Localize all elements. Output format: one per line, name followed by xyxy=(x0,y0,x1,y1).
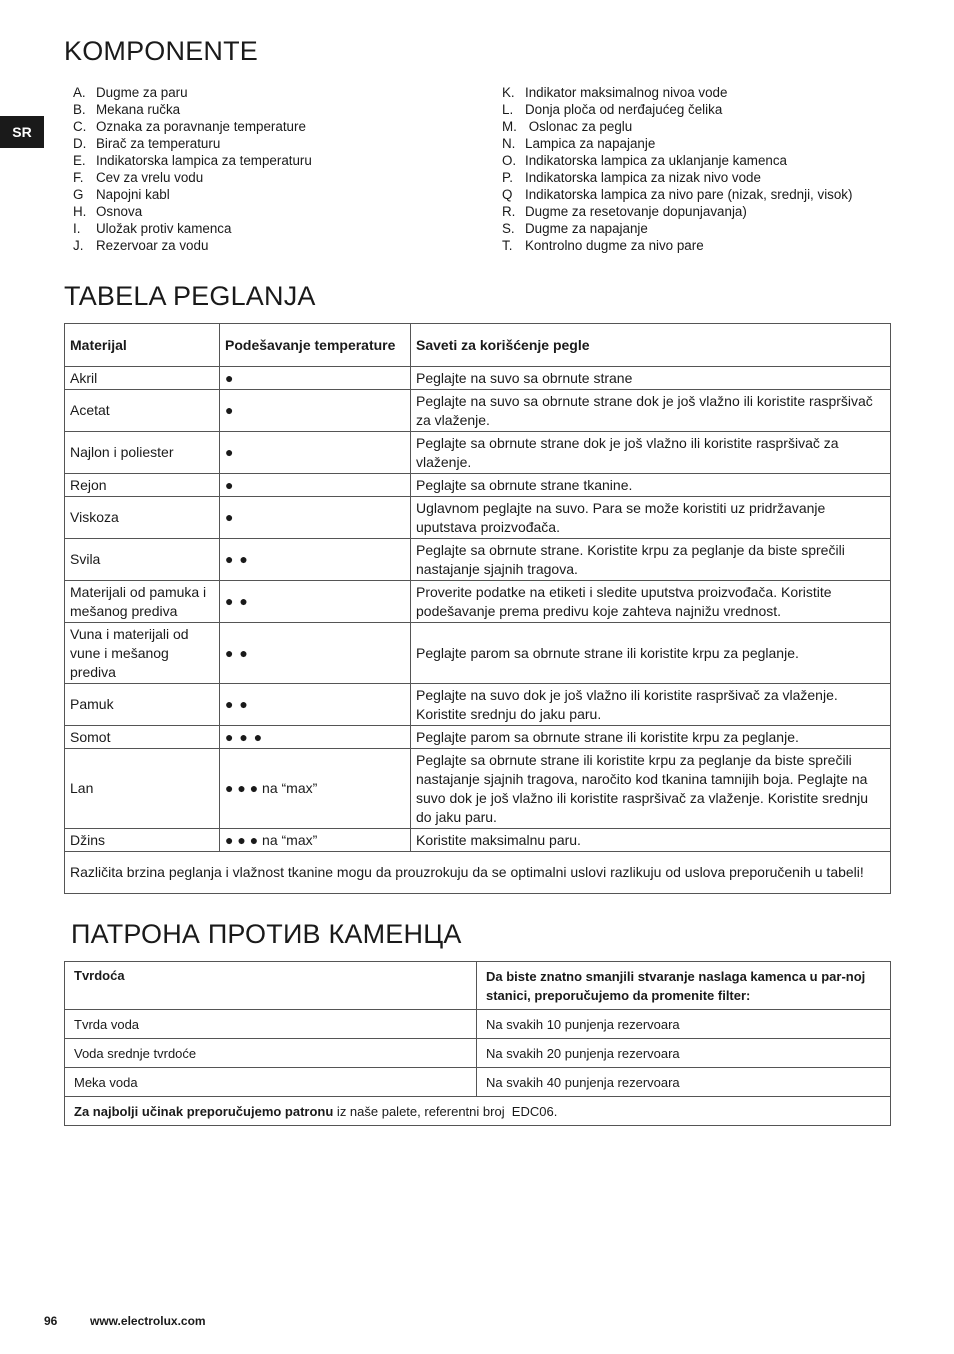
component-item: A. Dugme za paru xyxy=(73,85,188,100)
tip-cell: Koristite maksimalnu paru. xyxy=(411,829,891,852)
tip-cell: Peglajte sa obrnute strane tkanine. xyxy=(411,474,891,497)
website-link: www.electrolux.com xyxy=(90,1314,206,1328)
component-item: Q Indikatorska lampica za nivo pare (nizak, srednji, visok) xyxy=(502,187,853,202)
table-note xyxy=(65,1097,891,1126)
component-item: T. Kontrolno dugme za nivo pare xyxy=(502,238,704,253)
material-cell: Džins xyxy=(65,829,220,852)
header-material: Materijal xyxy=(65,324,220,367)
tip-cell: Peglajte parom sa obrnute strane ili koristite krpu za peglanje. xyxy=(411,623,891,684)
temperature-cell: ● xyxy=(220,432,411,474)
header-interval: Da biste znatno smanjili stvaranje naslaga kamenca u par-noj stanici, preporučujemo da promenite filter: xyxy=(477,962,891,1010)
tip-cell: Peglajte na suvo sa obrnute strane dok je još vlažno ili koristite raspršivač za vlaženje. xyxy=(411,390,891,432)
header-hardness: Tvrdoća xyxy=(65,962,477,1010)
table-row xyxy=(65,684,891,726)
scale-cartridge-title: ПАТРОНА ПРОТИВ КАМЕНЦА xyxy=(71,919,462,949)
temperature-cell: ● xyxy=(220,390,411,432)
component-item: G Napojni kabl xyxy=(73,187,170,202)
component-item: E. Indikatorska lampica za temperaturu xyxy=(73,153,312,168)
temperature-cell: ● xyxy=(220,367,411,390)
tip-cell: Peglajte sa obrnute strane. Koristite krpu za peglanje da biste sprečili nastajanje sjajnih tragova. xyxy=(411,539,891,581)
material-cell: Najlon i poliester xyxy=(65,432,220,474)
tip-cell: Uglavnom peglajte na suvo. Para se može koristiti uz pridržavanje uputstava proizvođača. xyxy=(411,497,891,539)
material-cell: Materijali od pamuka i mešanog prediva xyxy=(65,581,220,623)
tip-cell: Proverite podatke na etiketi i sledite uputstva proizvođača. Koristite podešavanje prema predivu koje zahteva najnižu vrednost. xyxy=(411,581,891,623)
table-header-row xyxy=(65,962,891,1010)
material-cell: Vuna i materijali od vune i mešanog prediva xyxy=(65,623,220,684)
component-item: C. Oznaka za poravnanje temperature xyxy=(73,119,306,134)
material-cell: Lan xyxy=(65,749,220,829)
material-cell: Akril xyxy=(65,367,220,390)
material-cell: Somot xyxy=(65,726,220,749)
table-row xyxy=(65,539,891,581)
temperature-cell: ● ● xyxy=(220,539,411,581)
table-note: Različita brzina peglanja i vlažnost tkanine mogu da prouzrokuju da se optimalni uslovi razlikuju od uslova preporučenih u tabeli! xyxy=(65,852,891,894)
table-row xyxy=(65,497,891,539)
material-cell: Pamuk xyxy=(65,684,220,726)
tip-cell: Peglajte parom sa obrnute strane ili koristite krpu za peglanje. xyxy=(411,726,891,749)
table-row xyxy=(65,432,891,474)
component-item: S. Dugme za napajanje xyxy=(502,221,648,236)
component-item: M. Oslonac za peglu xyxy=(502,119,633,134)
header-temperature: Podešavanje temperature xyxy=(220,324,411,367)
header-tips: Saveti za korišćenje pegle xyxy=(411,324,891,367)
ironing-table-title: TABELA PEGLANJA xyxy=(64,281,316,311)
hardness-cell: Voda srednje tvrdoće xyxy=(65,1039,477,1068)
interval-cell: Na svakih 40 punjenja rezervoara xyxy=(477,1068,891,1097)
interval-cell: Na svakih 10 punjenja rezervoara xyxy=(477,1010,891,1039)
hardness-cell: Tvrda voda xyxy=(65,1010,477,1039)
table-row xyxy=(65,390,891,432)
component-item: D. Birač za temperaturu xyxy=(73,136,221,151)
temperature-cell: ● ● xyxy=(220,623,411,684)
temperature-cell: ● ● ● xyxy=(220,726,411,749)
component-item: N. Lampica za napajanje xyxy=(502,136,656,151)
component-item: K. Indikator maksimalnog nivoa vode xyxy=(502,85,728,100)
table-row xyxy=(65,581,891,623)
components-list-left xyxy=(73,84,312,254)
material-cell: Acetat xyxy=(65,390,220,432)
tip-cell: Peglajte na suvo sa obrnute strane xyxy=(411,367,891,390)
table-row xyxy=(65,623,891,684)
note-bold: Za najbolji učinak preporučujemo patronu xyxy=(74,1103,334,1119)
component-item: L. Donja ploča od nerđajućeg čelika xyxy=(502,102,723,117)
material-cell: Viskoza xyxy=(65,497,220,539)
components-title: KOMPONENTE xyxy=(64,36,259,66)
table-note-row xyxy=(65,852,891,894)
component-item: R. Dugme za resetovanje dopunjavanja) xyxy=(502,204,747,219)
temperature-cell: ● ● ● na “max” xyxy=(220,829,411,852)
note-rest: iz naše palete, referentni broj EDC06. xyxy=(333,1103,558,1119)
table-row xyxy=(65,829,891,852)
component-item: F. Cev za vrelu vodu xyxy=(73,170,204,185)
table-header-row xyxy=(65,324,891,367)
material-cell: Svila xyxy=(65,539,220,581)
temperature-cell: ● ● xyxy=(220,581,411,623)
material-cell: Rejon xyxy=(65,474,220,497)
table-row xyxy=(65,1039,891,1068)
table-row xyxy=(65,367,891,390)
table-row xyxy=(65,726,891,749)
ironing-table xyxy=(64,323,891,894)
table-note-row xyxy=(65,1097,891,1126)
component-item: I. Uložak protiv kamenca xyxy=(73,221,232,236)
language-tab: SR xyxy=(0,116,44,148)
table-row xyxy=(65,1010,891,1039)
scale-cartridge-table xyxy=(64,961,891,1126)
hardness-cell: Meka voda xyxy=(65,1068,477,1097)
component-item: H. Osnova xyxy=(73,204,143,219)
table-row xyxy=(65,749,891,829)
temperature-cell: ● xyxy=(220,497,411,539)
tip-cell: Peglajte sa obrnute strane ili koristite krpu za peglanje da biste sprečili nastajanje sjajnih tragova, naročito kod tkanina tamnijih boja. Peglajte na suvo dok je još vlažno ili koristite raspršivač za vlaženje. Koristite srednju do jaku paru. xyxy=(411,749,891,829)
component-item: B. Mekana ručka xyxy=(73,102,181,117)
temperature-cell: ● ● xyxy=(220,684,411,726)
interval-cell: Na svakih 20 punjenja rezervoara xyxy=(477,1039,891,1068)
temperature-cell: ● ● ● na “max” xyxy=(220,749,411,829)
component-item: J. Rezervoar za vodu xyxy=(73,238,209,253)
component-item: O. Indikatorska lampica za uklanjanje kamenca xyxy=(502,153,788,168)
component-item: P. Indikatorska lampica za nizak nivo vode xyxy=(502,170,761,185)
tip-cell: Peglajte sa obrnute strane dok je još vlažno ili koristite raspršivač za vlaženje. xyxy=(411,432,891,474)
temperature-cell: ● xyxy=(220,474,411,497)
components-list-right xyxy=(502,84,852,254)
table-row xyxy=(65,474,891,497)
page-number: 96 xyxy=(44,1314,58,1328)
table-row xyxy=(65,1068,891,1097)
tip-cell: Peglajte na suvo dok je još vlažno ili koristite raspršivač za vlaženje. Koristite srednju do jaku paru. xyxy=(411,684,891,726)
